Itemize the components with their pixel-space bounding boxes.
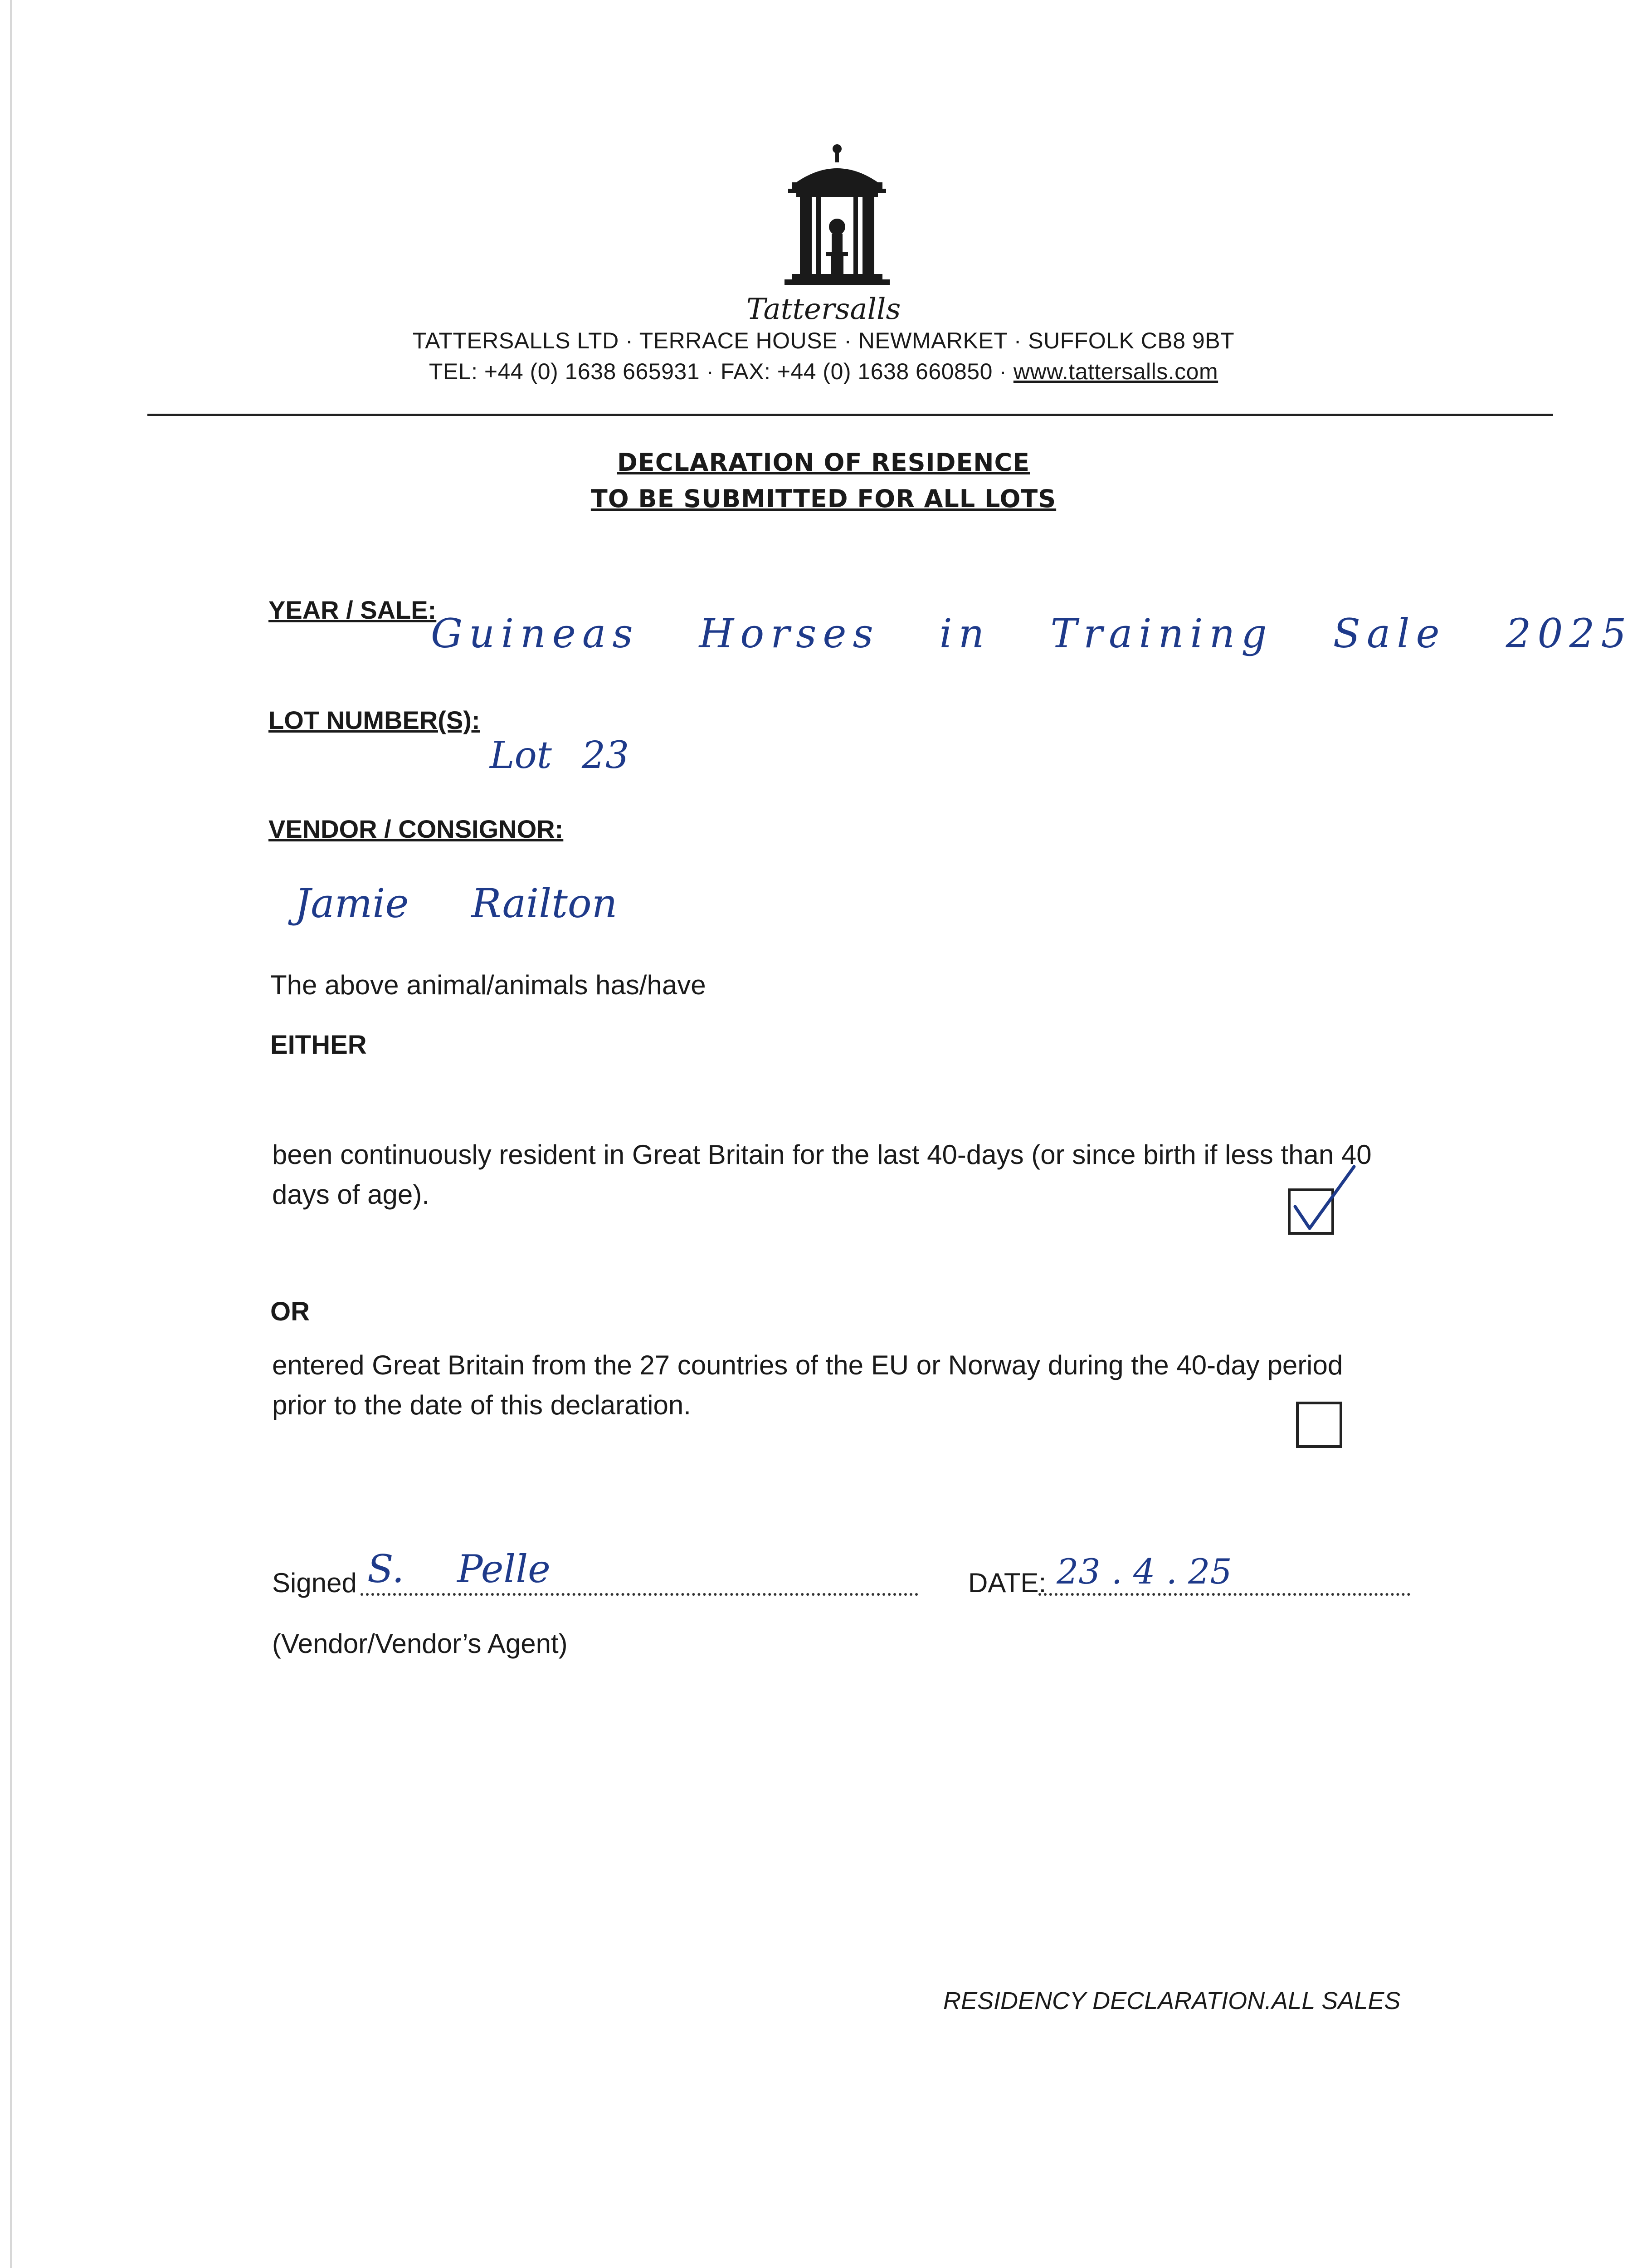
- header-divider: [147, 414, 1553, 416]
- year-sale-value[interactable]: Guineas Horses in Training Sale 2025: [431, 610, 1633, 657]
- date-value: 23 . 4 . 25: [1057, 1551, 1232, 1592]
- contact-numbers: TEL: +44 (0) 1638 665931 · FAX: +44 (0) 1638 660850 ·: [429, 359, 1014, 384]
- document-title: DECLARATION OF RESIDENCE: [617, 448, 1030, 477]
- lot-numbers-value[interactable]: Lot 23: [490, 734, 629, 777]
- vendor-label: VENDOR / CONSIGNOR:: [268, 815, 564, 843]
- intro-text: The above animal/animals has/have: [270, 970, 706, 1000]
- signed-label: Signed: [272, 1568, 357, 1598]
- vendor-value[interactable]: Jamie Railton: [295, 880, 618, 927]
- address-line: TATTERSALLS LTD · TERRACE HOUSE · NEWMARKET · SUFFOLK CB8 9BT: [412, 328, 1235, 353]
- signature-value: S. Pelle: [367, 1547, 551, 1591]
- tattersalls-rotunda-logo: [778, 141, 896, 290]
- entered-checkbox[interactable]: [1296, 1402, 1342, 1448]
- year-sale-label: YEAR / SALE:: [268, 596, 437, 624]
- document-subtitle: TO BE SUBMITTED FOR ALL LOTS: [590, 484, 1057, 513]
- option-entered-line1: entered Great Britain from the 27 countries of the EU or Norway during the 40-day period: [272, 1350, 1343, 1380]
- option-entered-text: [272, 1345, 1433, 1425]
- option-resident-line1: been continuously resident in Great Britain for the last 40-days (or since birth if less than 40: [272, 1139, 1372, 1170]
- either-heading: EITHER: [270, 1030, 367, 1060]
- date-label: DATE:: [968, 1568, 1047, 1598]
- brand-name: Tattersalls: [746, 293, 901, 326]
- contact-line: [0, 358, 1647, 385]
- signer-role: (Vendor/Vendor’s Agent): [272, 1628, 568, 1659]
- checkmark-icon: [1286, 1165, 1372, 1233]
- form-reference: RESIDENCY DECLARATION.ALL SALES: [943, 1987, 1401, 2014]
- option-entered-line2: prior to the date of this declaration.: [272, 1390, 691, 1420]
- option-resident-line2: days of age).: [272, 1179, 429, 1210]
- website-link[interactable]: www.tattersalls.com: [1013, 359, 1218, 384]
- or-heading: OR: [270, 1297, 310, 1326]
- option-resident-text: [272, 1135, 1433, 1215]
- resident-checkbox[interactable]: [1288, 1188, 1334, 1235]
- lot-numbers-label: LOT NUMBER(S):: [268, 706, 480, 734]
